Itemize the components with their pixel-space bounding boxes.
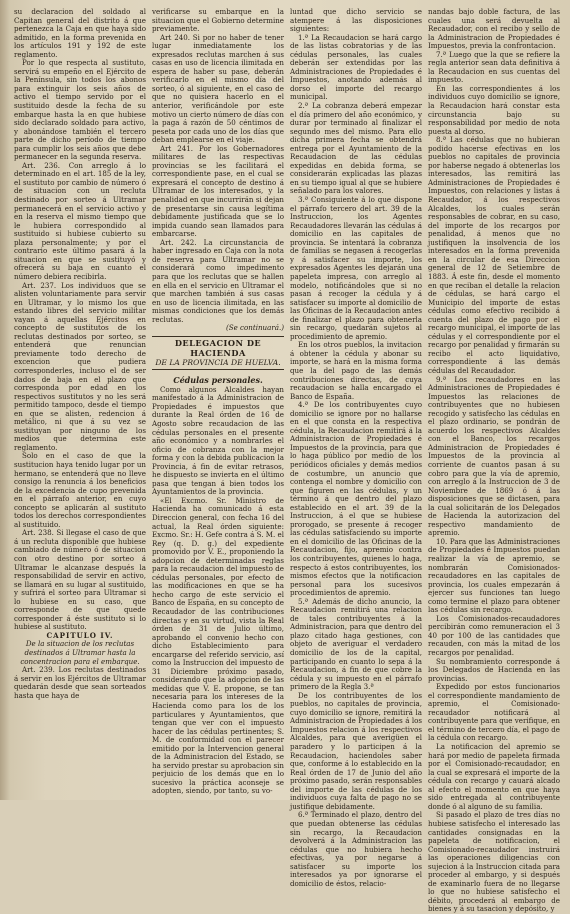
chapter-title: CAPITULO IV. [46,630,114,640]
chapter-subtitle: De la situacion de los reclutas destinados á Ultramar hasta la concentracion para el embarque. [20,639,140,666]
divider-rule [152,336,284,337]
paragraph: Por lo que respecta al sustituto, servirá su empeño en el Ejército de la Península, sin todos los abonos para extinguir los seis años de activo el tiempo servido por el sustituido desde la fecha de su embarque hasta la en que hubiese sido declarado soldado para activo, y abonándose también el tercero parte de dicho período de tiempo para cumplir los seis años que debe permanecer en la segunda reserva. [14,58,146,162]
paragraph: Art. 237. Los individuos que se alisten voluntariamente para servir en Ultramar, y lo mismo los que estando libres del servicio militar vayan á aquellas Ejércitos en concepto de sustitutos de los reclutas destinados por sorteo, se entenderá que renuncian previamente todo derecho de excencion que pudiera corresponderles, incluso el de ser dados de baja en el plazo que corresponda por edad en los respectivos sustitutos y no les será permitido tampoco, desde el tiempo en que se alisten, redencion á metálico, ni que á su vez se sustituyan por ninguno de los medios que determina este reglamento. [14,280,146,452]
notice-heading: Cédulas personales. [173,374,263,385]
paragraph: «El Excmo. Sr. Ministro de Hacienda ha comunicado á esta Direccion general, con fecha 16 del actual, la Real órden siguiente: Excmo. Sr.: H. Gefe contra á S. M. el Rey (q. D. g.) del expediente promovido por V. E., proponiendo la adopcion de determinadas reglas para la recaudacion del impuesto de cédulas personales, por efecto de las modificaciones en que se ha hecho cargo de este servicio el Banco de España, en su concepto de Recaudador de las contribuciones directas y en su virtud, vista la Real órden de 31 de Julio último, aprobando el convenio hecho con dicho Establecimiento para encargarse del referido servicio, así como la Instruccion del impuesto de 31 Diciembre próximo pasado, considerando que la adopcion de las medidas que V. E. propone, se tan necesaria para los intereses de la Hacienda como para los de los particulares y Ayuntamientos, que tengan que ver con el impuesto hacer de las cédulas pertinentes; S. M. de conformidad con el parecer emitido por la Intervencion general de la Administracion del Estado, se ha servido prestar su aprobacion sin perjuicio de los demás que en lo sucesivo la práctica aconseje se adopten, siendo, por tanto, su vo- [152,495,284,796]
notice-subtitle: DE LA PROVINCIA DE HUELVA. [155,357,281,367]
paragraph: 6.ª Terminado el plazo, dentro del que puedan obtenerse las cédulas sin recargo, la Recaudacion devolverá á la Administracion las cédulas que no hubiera hecho efectivas, ya por negarse á satisfacer su importe los interesados ya por ignorarse el domicilio de éstos, relacio- [290,810,422,888]
column-4 [428,7,560,914]
paragraph: 7.ª Luego que la que se refiere la regla anterior sean data definitiva á la Recaudacion en sus cuentas del impuesto. [428,49,560,85]
paragraph: 4.ª De los contribuyentes cuyo domicilio se ignore por no hallarse en el que consta en la respectiva cédula, la Recaudacion remitirá á la Administracion de Propiedades é Impuestos de la provincia, para que lo haga público por medio de los periódicos oficiales y demás medios de costumbre, un anuncio que contenga el nombre y domicilio con que figuren en las cédulas, y un término á que dentro del plazo establecido en el art. 39 de la Instruccion, á el que se hubiese prorogado, se presente á recoger las cédulas satisfaciendo su importe en el domicilio de las Oficinas de la Recaudacion, fijo, apremio contra los contribuyentes, quienes lo haga, respecto á estos contribuyentes, los mismos efectos que la notificacion personal para los sucesivos procedimientos de apremio. [290,400,422,598]
paragraph: Art. 242. La circunstancia de haber ingresado en Caja con la nota de reserva para Ultramar no se considerará como impedimento para que los reclutas que se hallen en ella en el servicio en Ultramar el que marchen también á sus casas en uso de licencia ilimitada, en las mismas condiciones que los demás reclutas. [152,237,284,324]
paragraph: Si pasado el plazo de tres días no hubiese satisfecho el interesado las cantidades consignadas en la papeleta de notificacion, el Comisionado-recaudador instruirá las operaciones diligencias con sujecion á la Instruccion citada para proceder al embargo, y si después de examinarlo fuera de no llegarse lo que no hubiese satisfecho el débito, procederá al embargo de bienes y á su tasacion y depósito, y [428,810,560,914]
paragraph: Art. 238. Si llegase el caso de que á un recluta disponible que hubiese cambiado de número ó de situacion con otro destino por sorteo á Ultramar le alcanzase después la responsabilidad de servir en activo, se llamará en su lugar al sustituido, y sufrirá el sorteo para Ultramar si lo hubiese en su caso, que corresponde de que quede corresponder á éste sustituto si lo hubiese al sustituto. [14,528,146,632]
paragraph: Expedido por estos funcionarios el correspondiente mandamiento de apremio, el Comisionado-recaudador notificará al contribuyente para que verifique, en el término de tercero día, el pago de la cédula con recargo. [428,682,560,743]
column-3 [290,7,422,888]
page-fold-shadow [0,0,10,800]
paragraph: 8.ª Las cédulas que no hubieran podido hacerse efectivas en los pueblos no capitales de provincia por haberse negado á obtenerlas los interesados, las remitirá las Administraciones de Propiedades é Impuestos, con relaciones y listas á Recaudador, á los respectivos Alcaldes, los cuales serán responsables de cobrar, en su caso, del importe de los recargos por penalidad, á menos que no justifiquen la insolvencia de los interesados en la forma prevenida en la circular de esa Direccion general de 12 de Setiembre de 1883. Á este fin, desde el momento en que reciban el detalle la relacion de cédulas, se hará cargo el Municipio del importe de estas cédulas como efectivo recibido á cuenta del plazo de pago por el recargo municipal, el importe de las cédulas y el correspondiente por el recargo por penalidad y firmarán su recibo el acto liquidativo, correspondiente á las demás cédulas del Recaudador. [428,135,560,375]
paragraph: La notificacion del apremio se hará por medio de papeleta firmada por el Comisionado-recaudador, en la cual se expresará el importe de la cédula con recargo y cauará alcado al efecto el momento en que haya sido entregada al contribuyente donde ó al alguno de su familia. [428,742,560,811]
paragraph: Los Comisionados-recaudadores percibirán como remuneracion el 3 40 por 100 de las cantidades que recauden, con más la mitad de los recargos por penalidad. [428,613,560,658]
paragraph: En las correspondientes á los individuos cuyo domicilio se ignore, la Recaudacion hará constar esta circunstancia bajo su responsabilidad por medio de nota puesta al dorso. [428,83,560,136]
paragraph: 3.ª Consiguiente á lo que dispone el párrafo tercero del art. 39 de la Instruccion, los Agentes Recaudadores llevarán las cédulas á domicilio en las capitales de provincia. Se intentará la cobranza de familias se negasen á recogerlas y á satisfacer su importe, los expresados Agentes les dejarán una papeleta impresa, con arreglo al modelo, notificándoles que si no pasan á recoger la cédula y á satisfacer su importe al domicilio de las Oficinas de la Recaudacion antes de finalizar el plazo para obtenerla sin recargo, quedarán sujetos al procedimiento de apremio. [290,195,422,341]
paragraph: Art 241. Por los Gobernadores militares de las respectivas provincias se les facilitará el correspondiente pase, en el cual se expresará el concepto de destino á Ultramar de los interesados, y la penalidad en que incurrirán si dejan de presentarse sin causa legítima debidamente justificada que se lo impida cuando sean llamados para embarcarse. [152,143,284,239]
notice-title: DELEGACION DE HACIENDA [174,337,262,358]
paragraph: Art. 236. Con arreglo á lo determinado en el art. 185 de la ley, el sustituto por cambio de número ó de situacion con un recluta destinado por sorteo á Ultramar permanecerá en el servicio activo y en la reserva el mismo tiempo que le hubiera correspondido al sustituido si hubiese cubierto su plaza personalmente; y por el contrario este último pasará á la situacion en que se sustituyó y ofrecerá su baja en cuanto el número debiera recibirla. [14,160,146,281]
continued-note: (Se continuará.) [225,323,284,333]
divider-rule [152,369,284,370]
paragraph: Art. 239. Los reclutas destinados á servir en los Ejércitos de Ultramar quedarán desde que sean sorteados hasta que haya de [14,665,146,700]
paragraph: Solo en el caso de que la sustitucion haya tenido lugar por un hermano, se entenderá que no lleve consigo la renuncia á los beneficios de la excedencia de cupo prevenida en el párrafo anterior, en cuyo concepto se aplicarán al sustituto todos los derechos correspondientes al sustituido. [14,451,146,529]
paragraph: 9.ª Los recaudadores en las Administraciones de Propiedades é Impuestos las relaciones de contribuyentes que no hubiesen recogido y satisfecho las cédulas en el plazo ordinario, se pondrán de acuerdo los respectivos Alcaldes con el Banco, los recargos Administracion de Propiedades é Impuestos de la provincia al corriente de cuantos pasan á su cobro para que la vía de apremio, con arreglo á la Instruccion de 3 de Noviembre de 1869 ó á las disposiciones que se dictasen, para la cual solicitarán de los Delegados de Hacienda la autorizacion del respectivo mandamiento de apremio. [428,374,560,538]
paragraph: 10. Para que las Administraciones de Propiedades é Impuestos puedan realizar la vía de apremio, se nombrarán Comisionados-recaudadores en las capitales de provincia, los cuales empezarán á ejercer sus funciones tan luego como termine el plazo para obtener las cédulas sin recargo. [428,536,560,615]
paragraph: Su nombramiento corresponde á los Delegados de Hacienda en las provincias. [428,656,560,683]
paragraph: Art 240. Si por no haber de tener lugar inmediatamente los expresados reclutas marchen á sus casas en uso de licencia ilimitada en espera de haber su pase, deberán verificarlo en el mismo día del sorteo, ó al siguiente, en el caso de que no quisiera hacerlo en el anterior, verificándole por este motivo un cierto número de días con la paga á razón de 50 céntimos de peseta por cada uno de los días que deban emplearse en el viaje. [152,32,284,145]
paragraph: Como algunos Alcaldes hayan manifestado á la Administracion de Propiedades é impuestos que durante la Real órden de 16 de Agosto sobre recaudacion de las cédulas personales en el presente año económico y a nombrarles el oficio de cobranza con la mejor forma y con la debida publicacion la Provincia, á fin de evitar retrasos, he dispuesto se invierta en el último pasa que tengan á bien todos los Ayuntamientos de la provincia. [152,384,284,497]
paragraph: nandas bajo doble factura, de las cuales una será devuelta al Recaudador, con el recibo y sello de la Administracion de Propiedades é Impuestos, previa la confrontacion. [428,7,560,51]
paragraph: 1.ª La Recaudacion se hará cargo de las listas cobratorias y de las cédulas personales, las cuales deberán ser extendidas por las Administraciones de Propiedades é Impuestos, anotando además al dorso el importe del recargo municipal. [290,32,422,102]
paragraph: verificarse su embarque en la situacion que el Gobierno determine previamente. [152,7,284,34]
paragraph: su declaracion del soldado al Capitan general del distrito á que pertenezca la Caja en que haya sido admitido, en la forma prevenida en los artículos 191 y 192 de este reglamento. [14,7,146,59]
paragraph: 5.ª Además de dicho anuncio, la Recaudacion remitirá una relacion de tales contribuyentes á la Administracion, para que dentro del plazo citado haga gestiones, con objeto de averiguar el verdadero domicilio de los de la capital, participando en cuanto lo sepa á la Recaudacion, á fin de que cobre la cédula y su impuesto en el párrafo primero de la Regla 3.ª [290,596,422,692]
column-2 [152,8,284,794]
paragraph: De los contribuyentes de los pueblos, no capitales de provincia, cuyo domicilio se ignore, remitirá la Administracion de Propiedades á los Impuestos relacion á los respectivos Alcaldes, para que averigüen el paradero y lo participen á la Recaudacion, haciendoles saber que, conforme á lo establecido en la Real órden de 17 de Junio del año próximo pasado, serán responsables del importe de las cédulas de los individuos cuya falta de pago no se justifique debidamente. [290,690,422,811]
paragraph: En los otros pueblos, la invitacion á obtener la cédula y abonar su importe, se hará en la misma forma que la del pago de las demás contribuciones directas, de cuya recaudacion se halla encargado el Banco de España. [290,340,422,401]
paragraph: 2.ª La cobranza deberá empezar el día primero del año económico, y durar por terminado al finalizar el segundo mes del mismo. Para ello dicha primera fecha se obtendrá entrega por el Ayuntamiento de la Recaudacion de las cédulas expedidas en debida forma, se considerarán explicadas las plazas en su tiempo igual al que se hubiere señalado para los valores. [290,101,422,196]
column-1 [14,8,146,794]
paragraph: luntad que dicho servicio se atempere á las disposiciones siguientes: [290,7,422,34]
